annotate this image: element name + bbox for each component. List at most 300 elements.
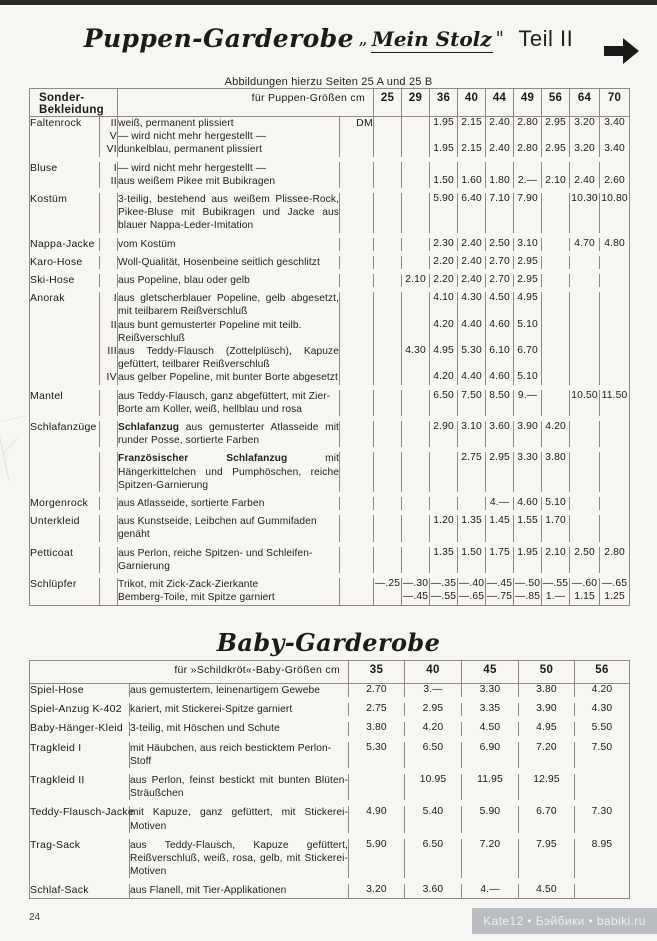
product-variant: III [100, 345, 118, 371]
price-cell [542, 319, 570, 345]
price-cell: 4.95 [514, 292, 542, 318]
product-variant [100, 452, 118, 492]
currency-label [340, 452, 374, 492]
size-col-0: 25 [374, 89, 402, 117]
price-cell: 2.10 [402, 274, 430, 287]
table-row [30, 238, 630, 251]
price-cell [402, 515, 430, 541]
product-name: Trag-Sack [30, 839, 130, 879]
product-name: Karo-Hose [30, 256, 100, 269]
price-cell [575, 884, 630, 898]
price-cell: 6.50 [405, 839, 462, 879]
currency-label [340, 193, 374, 233]
product-description: Französischer Schlafanzug mit Hängerkittelchen und Pumphöschen, reiche Spitzen-Garnierung [118, 453, 339, 491]
product-variant [100, 193, 118, 233]
price-cell [570, 452, 600, 492]
baby-garderobe-table [29, 660, 630, 899]
table-row [30, 175, 630, 188]
table-row [30, 722, 630, 735]
price-cell: 7.30 [575, 806, 630, 832]
product-variant: II [100, 319, 118, 345]
product-name: Tragkleid II [30, 774, 130, 800]
price-cell: 3.20 [349, 884, 405, 898]
price-cell: 1.70 [542, 515, 570, 541]
product-description: 3-teilig, bestehend aus weißem Plissee-Rock, Pikee-Bluse mit Bubikragen und Jacke aus blauer Nappa-Leder-Imitation [118, 194, 339, 232]
product-description: kariert, mit Stickerei-Spitze garniert [130, 703, 349, 716]
price-cell: —.40 [458, 578, 486, 591]
table-row [30, 143, 630, 156]
price-cell: 7.10 [486, 193, 514, 233]
price-cell [600, 292, 630, 318]
price-cell: 1.80 [486, 175, 514, 188]
product-name: Spiel-Anzug K-402 [30, 703, 130, 716]
price-cell: —.85 [514, 591, 542, 605]
price-cell [570, 345, 600, 371]
baby-size-col-1: 40 [405, 661, 462, 684]
table-row [30, 839, 630, 879]
price-cell: 3.80 [519, 684, 575, 698]
price-cell: 4.70 [570, 238, 600, 251]
product-variant [100, 547, 118, 573]
page-number: 24 [29, 912, 41, 923]
price-cell: 6.50 [405, 742, 462, 768]
price-cell [374, 515, 402, 541]
price-cell [430, 130, 458, 143]
price-cell [430, 162, 458, 175]
price-cell [600, 319, 630, 345]
product-name [30, 345, 100, 371]
price-cell: 4.20 [430, 319, 458, 345]
size-col-7: 64 [570, 89, 600, 117]
product-description: aus gelber Popeline, mit bunter Borte abgesetzt [118, 372, 338, 384]
product-description: aus Teddy-Flausch, Kapuze gefüttert, Reißverschluß, weiß, rosa, gelb, mit Stickerei-Motiven [130, 839, 348, 878]
price-cell: 4.30 [575, 703, 630, 716]
product-name [30, 130, 100, 143]
price-cell [374, 117, 402, 131]
watermark: Kate12 • Бэйбики • babiki.ru [472, 908, 657, 934]
price-cell [402, 117, 430, 131]
price-cell [374, 547, 402, 573]
product-description: aus Teddy-Flausch, ganz abgefüttert, mit Zier-Borte am Koller, weiß, hellblau und rosa [118, 390, 340, 416]
size-col-3: 40 [458, 89, 486, 117]
price-cell [542, 238, 570, 251]
currency-label [340, 591, 374, 605]
product-description: aus gletscherblauer Popeline, gelb abgesetzt, mit teilbarem Reißverschluß [118, 293, 339, 318]
price-cell: 4.60 [514, 497, 542, 510]
price-cell [570, 319, 600, 345]
price-cell [374, 497, 402, 510]
price-cell: 3.10 [514, 238, 542, 251]
price-cell [458, 497, 486, 510]
table-row [30, 319, 630, 345]
page-title [0, 24, 657, 53]
price-cell [542, 292, 570, 318]
table-row [30, 684, 630, 698]
product-name [30, 371, 100, 384]
price-cell: 2.20 [430, 274, 458, 287]
price-cell: 4.95 [519, 722, 575, 735]
price-cell: 2.95 [514, 274, 542, 287]
product-name: Morgenrock [30, 497, 100, 510]
price-cell: 2.75 [349, 703, 405, 716]
price-cell [374, 292, 402, 318]
product-description: aus Perlon, reiche Spitzen- und Schleifen-Garnierung [118, 547, 340, 573]
quote-close: " [495, 28, 504, 49]
price-cell [542, 345, 570, 371]
table-row [30, 774, 630, 800]
price-cell [600, 371, 630, 384]
baby-sizes-label: für »Schildkröt«-Baby-Größen cm [30, 661, 349, 684]
price-cell: 2.40 [458, 238, 486, 251]
price-cell: 1.50 [458, 547, 486, 573]
size-col-6: 56 [542, 89, 570, 117]
price-cell [570, 421, 600, 447]
table-row [30, 117, 630, 131]
price-cell [374, 175, 402, 188]
currency-label [340, 292, 374, 318]
table-row [30, 193, 630, 233]
price-cell: 5.40 [405, 806, 462, 832]
price-cell: 1.50 [430, 175, 458, 188]
price-cell: —.55 [430, 591, 458, 605]
currency-label [340, 497, 374, 510]
price-cell: 3.30 [462, 684, 519, 698]
price-cell: 2.95 [405, 703, 462, 716]
currency-label [340, 143, 374, 156]
product-description: aus Atlasseide, sortierte Farben [118, 497, 340, 510]
price-cell: —.50 [514, 578, 542, 591]
price-cell: —.25 [374, 578, 402, 591]
product-name: Spiel-Hose [30, 684, 130, 698]
price-cell: 10.80 [600, 193, 630, 233]
price-cell [349, 774, 405, 800]
price-cell: 4.— [462, 884, 519, 898]
currency-label: DM [340, 117, 374, 131]
price-cell: 1.95 [514, 547, 542, 573]
price-cell [374, 319, 402, 345]
price-cell: 4.40 [458, 319, 486, 345]
price-cell [402, 421, 430, 447]
price-cell [374, 143, 402, 156]
price-cell: 2.70 [486, 274, 514, 287]
price-cell: 4.20 [430, 371, 458, 384]
product-name: Faltenrock [30, 117, 100, 131]
price-cell: 5.10 [514, 319, 542, 345]
product-name: Teddy-Flausch-Jacke [30, 806, 130, 832]
size-col-2: 36 [430, 89, 458, 117]
price-cell: 10.30 [570, 193, 600, 233]
price-cell: 6.70 [519, 806, 575, 832]
price-cell: 4.95 [430, 345, 458, 371]
product-description: mit Häubchen, aus reich besticktem Perlon-Stoff [130, 742, 349, 768]
price-cell: 7.95 [519, 839, 575, 879]
product-name [30, 591, 100, 605]
price-cell: 4.— [486, 497, 514, 510]
table-row [30, 806, 630, 832]
price-cell: 4.10 [430, 292, 458, 318]
sizes-label: für Puppen-Größen cm [118, 89, 374, 117]
price-cell: 1.25 [600, 591, 630, 605]
baby-size-col-0: 35 [349, 661, 405, 684]
product-description: dunkelblau, permanent plissiert [118, 143, 340, 156]
currency-label [340, 274, 374, 287]
price-cell: 8.95 [575, 839, 630, 879]
price-cell: 3.— [405, 684, 462, 698]
price-cell: 1.55 [514, 515, 542, 541]
price-cell: 12.95 [519, 774, 575, 800]
price-cell: 5.30 [458, 345, 486, 371]
price-cell: 4.20 [542, 421, 570, 447]
price-cell [600, 345, 630, 371]
price-cell: 8.50 [486, 390, 514, 416]
price-cell: 6.10 [486, 345, 514, 371]
product-name: Anorak [30, 292, 100, 318]
price-cell: 4.40 [458, 371, 486, 384]
table-row [30, 390, 630, 416]
price-cell: 11.95 [462, 774, 519, 800]
baby-table-header-row [30, 661, 630, 684]
price-cell: 2.95 [486, 452, 514, 492]
price-cell: 2.95 [542, 117, 570, 131]
price-cell [374, 371, 402, 384]
price-cell: 5.10 [542, 497, 570, 510]
product-description: mit Kapuze, ganz gefüttert, mit Stickerei-Motiven [130, 807, 348, 832]
table-row [30, 371, 630, 384]
product-description: aus gemustertem, leinenartigem Gewebe [130, 684, 349, 698]
currency-label [340, 390, 374, 416]
table-row [30, 742, 630, 768]
price-cell: 2.15 [458, 117, 486, 131]
price-cell: 3.60 [486, 421, 514, 447]
price-cell: 11.50 [600, 390, 630, 416]
product-name: Petticoat [30, 547, 100, 573]
price-cell: 7.20 [519, 742, 575, 768]
price-cell: 2.40 [570, 175, 600, 188]
price-cell [402, 319, 430, 345]
brand-name: Mein Stolz [371, 26, 492, 51]
product-variant [100, 497, 118, 510]
price-cell: 2.15 [458, 143, 486, 156]
price-cell: 2.— [514, 175, 542, 188]
product-variant: I [100, 292, 118, 318]
price-cell: 2.10 [542, 547, 570, 573]
table-row [30, 292, 630, 318]
product-description: aus Kunstseide, Leibchen auf Gummifaden genäht [118, 515, 340, 541]
price-cell [374, 256, 402, 269]
product-variant [100, 515, 118, 541]
price-cell [542, 274, 570, 287]
price-cell: 2.80 [514, 117, 542, 131]
product-name: Nappa-Jacke [30, 238, 100, 251]
price-cell: 1.— [542, 591, 570, 605]
currency-label [340, 162, 374, 175]
product-description: aus Teddy-Flausch (Zottelplüsch), Kapuze gefüttert, teilbarer Reißverschluß [118, 346, 339, 371]
price-cell: 2.60 [600, 175, 630, 188]
product-description: aus bunt gemusterter Popeline mit teilb. Reißverschluß [118, 319, 340, 345]
baby-size-col-4: 56 [575, 661, 630, 684]
price-cell: 1.15 [570, 591, 600, 605]
table-row [30, 452, 630, 492]
price-cell [600, 452, 630, 492]
price-cell: 5.90 [430, 193, 458, 233]
currency-label [340, 371, 374, 384]
price-cell: 4.20 [575, 684, 630, 698]
product-name [30, 143, 100, 156]
size-col-5: 49 [514, 89, 542, 117]
page-subtitle: Abbildungen hierzu Seiten 25 A und 25 B [224, 76, 433, 88]
product-description: Woll-Qualität, Hosenbeine seitlich geschlitzt [118, 256, 340, 269]
quote-open: „ [358, 28, 368, 49]
price-cell [374, 390, 402, 416]
product-variant: I [100, 162, 118, 175]
price-cell: 2.75 [458, 452, 486, 492]
table-row [30, 274, 630, 287]
price-cell [570, 515, 600, 541]
price-cell: 4.30 [402, 345, 430, 371]
product-name: Unterkleid [30, 515, 100, 541]
product-variant [100, 390, 118, 416]
price-cell: 7.90 [514, 193, 542, 233]
price-cell [570, 162, 600, 175]
product-name: Tragkleid I [30, 742, 130, 768]
section-label: Sonder-Bekleidung [30, 89, 118, 117]
currency-label [340, 515, 374, 541]
price-cell: 4.30 [458, 292, 486, 318]
price-cell: 3.90 [519, 703, 575, 716]
price-cell [374, 238, 402, 251]
price-cell [402, 175, 430, 188]
price-cell: 3.10 [458, 421, 486, 447]
price-cell [600, 274, 630, 287]
product-variant [100, 256, 118, 269]
product-variant: IV [100, 371, 118, 384]
table-row [30, 703, 630, 716]
table-row [30, 421, 630, 447]
price-cell: 2.80 [600, 547, 630, 573]
product-name: Schlafanzüge [30, 421, 100, 447]
price-cell [402, 130, 430, 143]
price-cell [542, 371, 570, 384]
price-cell: 3.35 [462, 703, 519, 716]
price-cell: 2.90 [430, 421, 458, 447]
table-row [30, 497, 630, 510]
price-cell [402, 162, 430, 175]
price-cell [570, 371, 600, 384]
price-cell: 1.75 [486, 547, 514, 573]
price-cell: 5.10 [514, 371, 542, 384]
price-cell [570, 130, 600, 143]
price-cell [486, 130, 514, 143]
product-description: 3-teilig, mit Höschen und Schute [130, 722, 349, 735]
price-cell: 6.50 [430, 390, 458, 416]
price-cell: 4.60 [486, 319, 514, 345]
currency-label [340, 238, 374, 251]
price-cell: 3.30 [514, 452, 542, 492]
product-name [30, 452, 100, 492]
currency-label [340, 256, 374, 269]
price-cell: 2.50 [486, 238, 514, 251]
price-cell: 2.10 [542, 175, 570, 188]
price-cell [374, 345, 402, 371]
price-cell [542, 256, 570, 269]
product-description: — wird nicht mehr hergestellt — [118, 130, 340, 143]
price-cell: 4.60 [486, 371, 514, 384]
price-cell [374, 193, 402, 233]
price-cell [570, 497, 600, 510]
price-cell: 7.20 [462, 839, 519, 879]
price-cell: 3.80 [542, 452, 570, 492]
price-cell: 2.20 [430, 256, 458, 269]
price-cell: 10.95 [405, 774, 462, 800]
product-name: Schlaf-Sack [30, 884, 130, 898]
price-cell [402, 238, 430, 251]
product-description: Trikot, mit Zick-Zack-Zierkante [118, 578, 340, 591]
price-cell: 3.90 [514, 421, 542, 447]
baby-size-col-2: 45 [462, 661, 519, 684]
product-description: vom Kostüm [118, 238, 340, 251]
product-variant: II [100, 117, 118, 131]
price-cell: 4.50 [519, 884, 575, 898]
price-cell [458, 130, 486, 143]
price-cell [542, 193, 570, 233]
currency-label [340, 578, 374, 591]
price-cell: 2.70 [349, 684, 405, 698]
price-cell: —.75 [486, 591, 514, 605]
price-cell: 2.40 [486, 143, 514, 156]
price-cell [600, 256, 630, 269]
product-name: Schlüpfer [30, 578, 100, 591]
baby-size-col-3: 50 [519, 661, 575, 684]
price-cell: 4.50 [486, 292, 514, 318]
baby-section-title: Baby-Garderobe [216, 628, 441, 657]
price-cell [600, 130, 630, 143]
price-cell [542, 130, 570, 143]
product-description: aus Flanell, mit Tier-Applikationen [130, 884, 349, 898]
price-cell: 5.90 [462, 806, 519, 832]
price-cell [542, 390, 570, 416]
price-cell [374, 130, 402, 143]
price-cell [374, 452, 402, 492]
price-cell: 6.40 [458, 193, 486, 233]
product-variant [100, 274, 118, 287]
price-cell: 1.95 [430, 143, 458, 156]
table-row [30, 162, 630, 175]
table-row [30, 515, 630, 541]
currency-label [340, 421, 374, 447]
price-cell [542, 162, 570, 175]
table-row [30, 130, 630, 143]
table-header-row [30, 89, 630, 117]
price-cell: 5.90 [349, 839, 405, 879]
price-cell: 4.80 [600, 238, 630, 251]
price-cell: 10.50 [570, 390, 600, 416]
price-cell: 2.70 [486, 256, 514, 269]
price-cell [374, 591, 402, 605]
price-cell [402, 256, 430, 269]
price-cell [402, 292, 430, 318]
price-cell [402, 547, 430, 573]
price-cell: —.35 [430, 578, 458, 591]
product-name: Bluse [30, 162, 100, 175]
price-cell [402, 452, 430, 492]
product-name: Baby-Hänger-Kleid [30, 722, 130, 735]
price-cell: 2.40 [458, 256, 486, 269]
price-cell: —.55 [542, 578, 570, 591]
table-row [30, 547, 630, 573]
price-cell: —.45 [402, 591, 430, 605]
price-cell: 4.90 [349, 806, 405, 832]
product-variant: II [100, 175, 118, 188]
